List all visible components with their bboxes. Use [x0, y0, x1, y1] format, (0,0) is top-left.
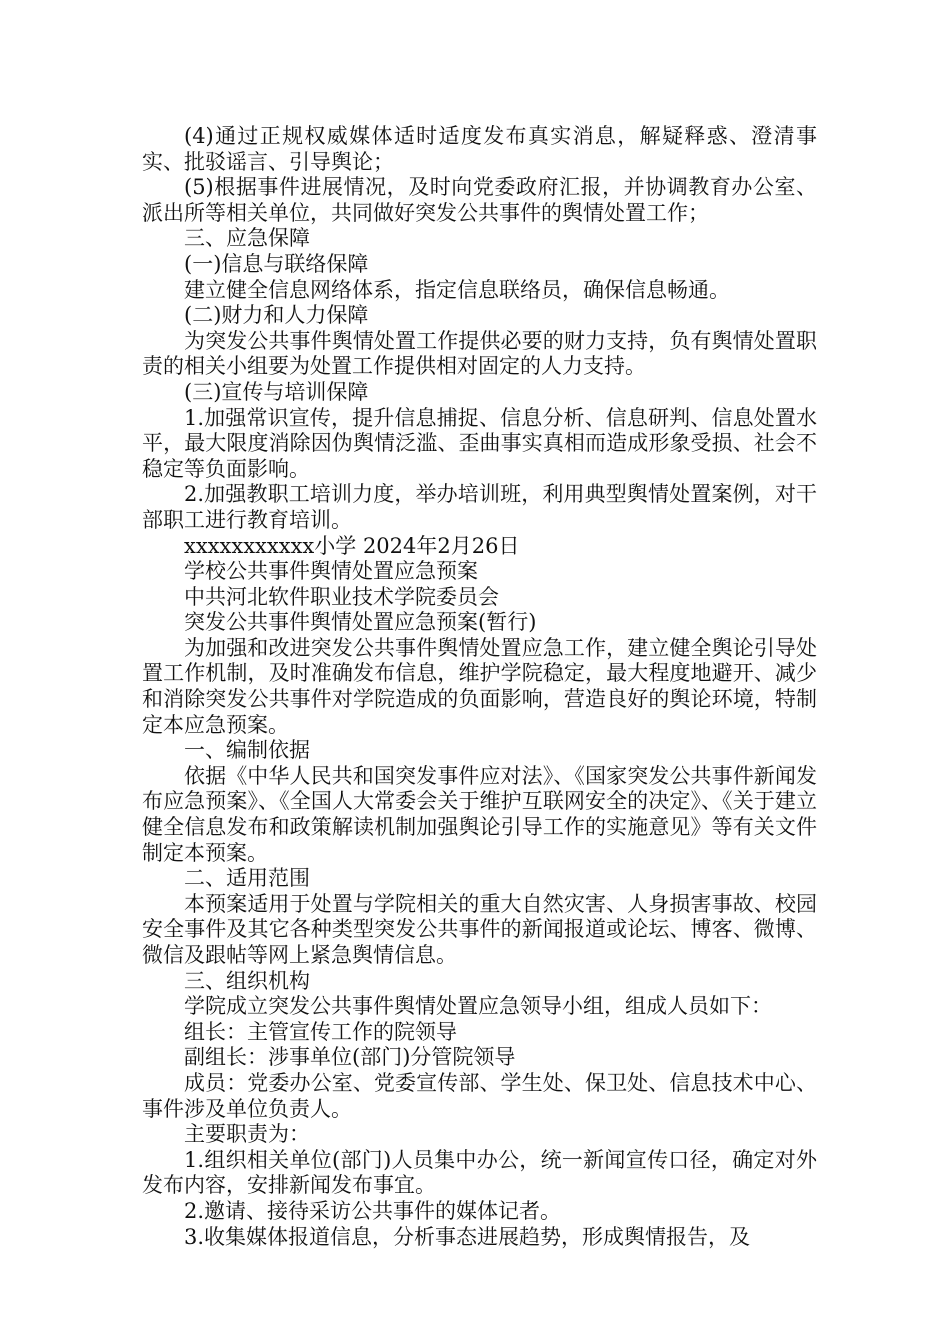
- document-title-interim-plan: 突发公共事件舆情处置应急预案(暂行): [184, 610, 537, 635]
- paragraph-publicity: 1.加强常识宣传，提升信息捕捉、信息分析、信息研判、信息处置水平，最大限度消除因伪舆情泛滥、歪曲事实真相而造成形象受损、社会不稳定等负面影响。: [142, 405, 817, 481]
- signature-date: xxxxxxxxxxx小学 2024年2月26日: [184, 533, 520, 558]
- main-duties-heading: 主要职责为：: [184, 1122, 310, 1147]
- paragraph-scope: 本预案适用于处置与学院相关的重大自然灾害、人身损害事故、校园安全事件及其它各种类型突发公共事件的新闻报道或论坛、博客、微博、微信及跟帖等网上紧急舆情信息。: [142, 891, 817, 967]
- group-members: 成员：党委办公室、党委宣传部、学生处、保卫处、信息技术中心、事件涉及单位负责人。: [142, 1070, 817, 1121]
- paragraph-purpose: 为加强和改进突发公共事件舆情处置应急工作，建立健全舆论引导处置工作机制，及时准确发布信息，维护学院稳定，最大程度地避开、减少和消除突发公共事件对学院造成的负面影响，营造良好的舆论环境，特制定本应急预案。: [142, 635, 817, 737]
- subheading-info-liaison: (一)信息与联络保障: [184, 251, 369, 276]
- deputy-group-leader: 副组长：涉事单位(部门)分管院领导: [184, 1045, 516, 1070]
- section-heading-basis: 一、编制依据: [184, 738, 310, 763]
- issuing-committee: 中共河北软件职业技术学院委员会: [184, 584, 499, 609]
- paragraph-item-4: (4)通过正规权威媒体适时适度发布真实消息，解疑释惑、澄清事实、批驳谣言、引导舆论；: [142, 124, 817, 174]
- duty-item-1: 1.组织相关单位(部门)人员集中办公，统一新闻宣传口径，确定对外发布内容，安排新闻发布事宜。: [142, 1147, 817, 1198]
- document-body: [142, 124, 817, 1250]
- paragraph-item-5: (5)根据事件进展情况，及时向党委政府汇报，并协调教育办公室、派出所等相关单位，共同做好突发公共事件的舆情处置工作；: [142, 175, 817, 225]
- subheading-publicity-training: (三)宣传与培训保障: [184, 379, 369, 404]
- paragraph-info-network: 建立健全信息网络体系，指定信息联络员，确保信息畅通。: [184, 277, 730, 302]
- section-heading-emergency-support: 三、应急保障: [184, 226, 310, 251]
- paragraph-training: 2.加强教职工培训力度，举办培训班，利用典型舆情处置案例，对干部职工进行教育培训。: [142, 482, 817, 532]
- paragraph-organization: 学院成立突发公共事件舆情处置应急领导小组，组成人员如下：: [184, 994, 772, 1019]
- document-title-school-plan: 学校公共事件舆情处置应急预案: [184, 559, 478, 584]
- group-leader: 组长：主管宣传工作的院领导: [184, 1019, 457, 1044]
- section-heading-organization: 三、组织机构: [184, 968, 310, 993]
- section-heading-scope: 二、适用范围: [184, 866, 310, 891]
- duty-item-2: 2.邀请、接待采访公共事件的媒体记者。: [184, 1198, 562, 1223]
- paragraph-finance-support: 为突发公共事件舆情处置工作提供必要的财力支持，负有舆情处置职责的相关小组要为处置工作提供相对固定的人力支持。: [142, 328, 817, 379]
- paragraph-basis: 依据《中华人民共和国突发事件应对法》、《国家突发公共事件新闻发布应急预案》、《全国人大常委会关于维护互联网安全的决定》、《关于建立健全信息发布和政策解读机制加强舆论引导工作的实施意见》等有关文件制定本预案。: [142, 763, 817, 865]
- subheading-finance-manpower: (二)财力和人力保障: [184, 303, 369, 328]
- duty-item-3: 3.收集媒体报道信息，分析事态进展趋势，形成舆情报告，及: [184, 1224, 751, 1249]
